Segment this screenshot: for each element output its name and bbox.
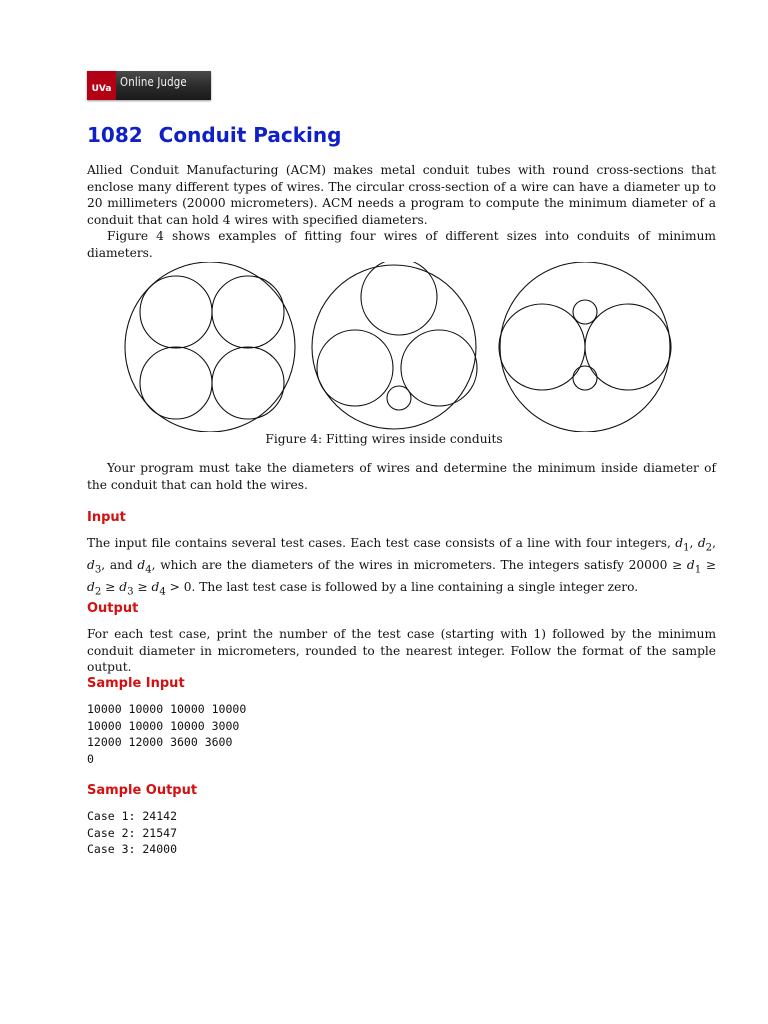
input-description: The input file contains several test cases. Each test case consists of a line with four integers, $d_1$, $d_2$, $d_3$, and $d_4$, which are the diameters of the wires in micrometers. The integers satisfy $20000 \ge d_1 \ge d_2 \ge d_3 \ge d_4 > 0$. The last test case is followed by a line containing a single integer zero.	[87, 536, 717, 598]
output-heading: Output	[87, 601, 139, 616]
sample-input-line: 0	[87, 751, 94, 766]
uva-online-judge-logo[interactable]	[87, 71, 211, 100]
conduit-equal-wires	[125, 262, 295, 432]
sample-input-line: 10000 10000 10000 10000	[87, 702, 247, 716]
sample-input-block	[87, 701, 246, 767]
conduit-figure	[122, 262, 682, 432]
figure-reference-paragraph: Figure 4 shows examples of fitting four wires of different sizes into conduits of minimum diameters.	[87, 229, 716, 260]
figure-caption: Figure 4: Fitting wires inside conduits	[265, 432, 503, 446]
sample-input-line: 12000 12000 3600 3600	[87, 735, 233, 749]
logo-badge: UVa	[87, 71, 116, 100]
input-heading: Input	[87, 510, 126, 525]
sample-input-heading: Sample Input	[87, 676, 185, 691]
sample-output-line: Case 1: 24142	[87, 809, 178, 823]
problem-number: 1082	[87, 123, 143, 147]
task-paragraph: Your program must take the diameters of wires and determine the minimum inside diameter of the conduit that can hold the wires.	[87, 461, 716, 492]
sample-output-heading: Sample Output	[87, 783, 198, 798]
output-description: For each test case, print the number of the test case (starting with 1) followed by the minimum conduit diameter in micrometers, rounded to the nearest integer. Follow the format of the sample output.	[87, 627, 716, 674]
sample-output-line: Case 2: 21547	[87, 825, 178, 840]
conduit-three-large-one-small	[312, 262, 477, 429]
sample-output-line: Case 3: 24000	[87, 842, 178, 856]
problem-title	[87, 123, 341, 147]
sample-input-line: 10000 10000 10000 3000	[87, 718, 240, 733]
sample-output-block	[87, 808, 177, 858]
conduit-two-large-two-small	[499, 262, 671, 432]
intro-paragraph: Allied Conduit Manufacturing (ACM) makes metal conduit tubes with round cross-sections that enclose many different types of wires. The circular cross-section of a wire can have a diameter up to 20 millimeters (20000 micrometers). ACM needs a program to compute the minimum diameter of a conduit that can hold 4 wires with specified diameters.	[87, 163, 716, 227]
problem-name: Conduit Packing	[158, 123, 342, 147]
logo-text: Online Judge	[120, 75, 187, 89]
